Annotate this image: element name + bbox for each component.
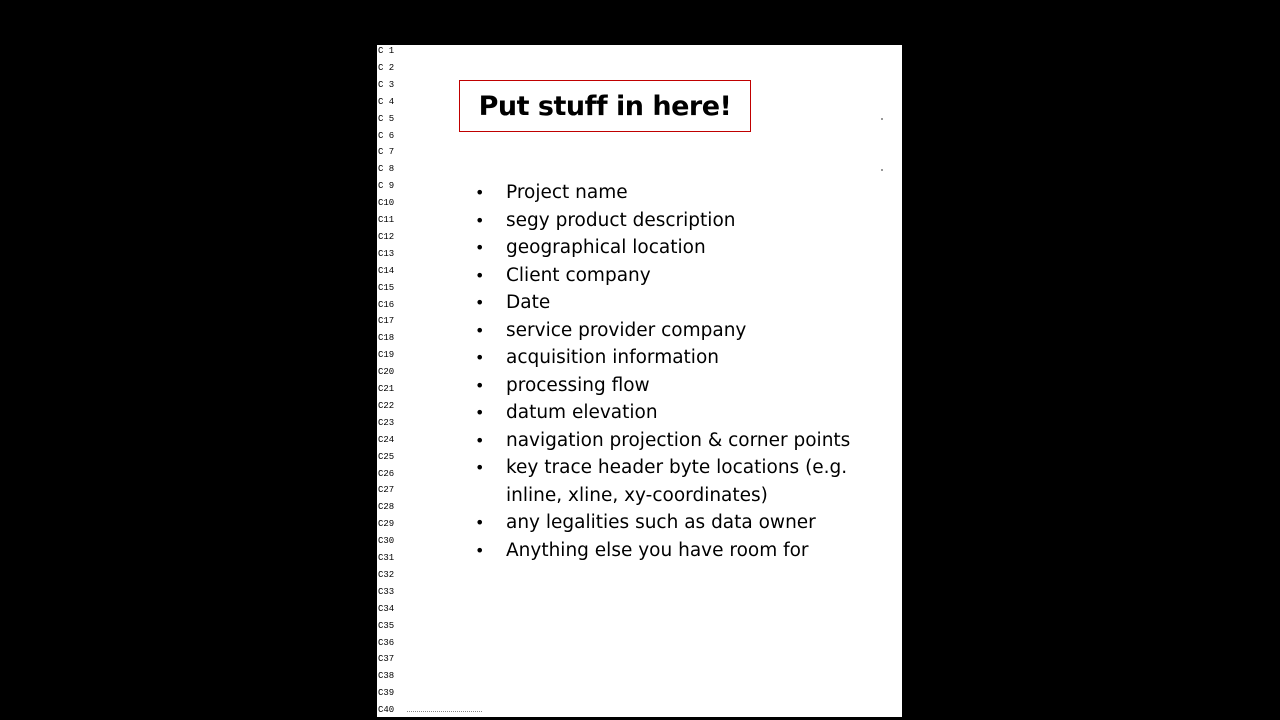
line-label: C17 bbox=[378, 316, 395, 327]
document-page bbox=[377, 45, 902, 717]
list-item bbox=[475, 179, 895, 207]
line-label: C15 bbox=[378, 282, 395, 293]
list-item bbox=[475, 234, 895, 262]
bullet-icon: • bbox=[475, 293, 485, 312]
list-item bbox=[475, 317, 895, 345]
bullet-text: Project name bbox=[506, 182, 628, 203]
bullet-text: key trace header byte locations (e.g. inline, xline, xy-coordinates) bbox=[506, 457, 848, 506]
bullet-icon: • bbox=[475, 238, 485, 257]
line-label: C16 bbox=[378, 299, 395, 310]
line-label: C36 bbox=[378, 637, 395, 648]
bottom-smudge bbox=[407, 711, 482, 715]
line-label: C 7 bbox=[378, 147, 395, 158]
line-label: C23 bbox=[378, 417, 395, 428]
bullet-icon: • bbox=[475, 403, 485, 422]
line-label: C39 bbox=[378, 688, 395, 699]
bullet-icon: • bbox=[475, 540, 485, 560]
bullet-text: Client company bbox=[506, 264, 651, 286]
bullet-text: segy product description bbox=[506, 209, 736, 231]
line-label: C31 bbox=[378, 553, 395, 563]
bullet-text: Anything else you have room for bbox=[506, 539, 809, 561]
line-label: C28 bbox=[378, 502, 395, 513]
banner-title: Put stuff in here! bbox=[478, 90, 732, 122]
line-label: C27 bbox=[378, 485, 395, 496]
line-label: C19 bbox=[378, 350, 395, 361]
title-banner bbox=[459, 80, 751, 132]
list-item bbox=[475, 427, 895, 455]
line-label: C33 bbox=[378, 586, 395, 597]
line-label: C 9 bbox=[378, 181, 395, 192]
list-item bbox=[475, 372, 895, 400]
bullet-icon: • bbox=[475, 183, 485, 202]
line-label: C 4 bbox=[378, 96, 395, 107]
line-label: C37 bbox=[378, 654, 395, 665]
line-label: C11 bbox=[378, 215, 395, 225]
line-label: C13 bbox=[378, 248, 395, 259]
line-label: C34 bbox=[378, 603, 395, 614]
line-label: C10 bbox=[378, 198, 395, 209]
bullet-text: datum elevation bbox=[506, 402, 658, 423]
list-item bbox=[475, 289, 895, 317]
bullet-text: acquisition information bbox=[506, 347, 719, 368]
line-label: C22 bbox=[378, 400, 395, 411]
list-item bbox=[475, 262, 895, 290]
line-label: C 8 bbox=[378, 164, 395, 175]
bullet-text: navigation projection & corner points bbox=[506, 429, 851, 451]
line-label: C26 bbox=[378, 468, 395, 479]
line-label: C 2 bbox=[378, 62, 395, 73]
bullet-icon: • bbox=[475, 265, 485, 285]
line-label: C 1 bbox=[378, 46, 395, 56]
line-label: C14 bbox=[378, 265, 395, 276]
list-item bbox=[475, 399, 895, 427]
list-item bbox=[475, 454, 895, 509]
line-label: C 6 bbox=[378, 130, 395, 141]
line-label: C40 bbox=[378, 705, 395, 716]
bullet-icon: • bbox=[475, 513, 485, 532]
line-label: C 3 bbox=[378, 79, 395, 90]
bullet-text: service provider company bbox=[506, 319, 747, 341]
bullet-text: geographical location bbox=[506, 237, 706, 258]
line-label: C38 bbox=[378, 671, 395, 682]
line-label: C21 bbox=[378, 384, 395, 394]
bullet-icon: • bbox=[475, 210, 485, 230]
bullet-icon: • bbox=[475, 458, 485, 477]
bullet-text: processing flow bbox=[506, 374, 650, 396]
line-label: C35 bbox=[378, 620, 395, 631]
line-label: C 5 bbox=[378, 113, 395, 124]
line-label-column bbox=[378, 45, 408, 717]
line-label: C24 bbox=[378, 434, 395, 445]
list-item bbox=[475, 537, 895, 565]
edge-mark bbox=[881, 169, 883, 171]
line-label: C25 bbox=[378, 451, 395, 462]
bullet-icon: • bbox=[475, 348, 485, 367]
bullet-list bbox=[475, 179, 895, 564]
list-item bbox=[475, 207, 895, 235]
line-label: C30 bbox=[378, 536, 395, 547]
line-label: C29 bbox=[378, 519, 395, 530]
bullet-icon: • bbox=[475, 320, 485, 340]
bullet-text: any legalities such as data owner bbox=[506, 512, 816, 533]
bullet-icon: • bbox=[475, 430, 485, 450]
bullet-icon: • bbox=[475, 375, 485, 395]
list-item bbox=[475, 509, 895, 537]
line-label: C18 bbox=[378, 333, 395, 344]
bullet-text: Date bbox=[506, 292, 551, 313]
list-item bbox=[475, 344, 895, 372]
edge-mark bbox=[881, 118, 883, 120]
line-label: C12 bbox=[378, 231, 395, 242]
line-label: C20 bbox=[378, 367, 395, 378]
line-label: C32 bbox=[378, 569, 395, 580]
